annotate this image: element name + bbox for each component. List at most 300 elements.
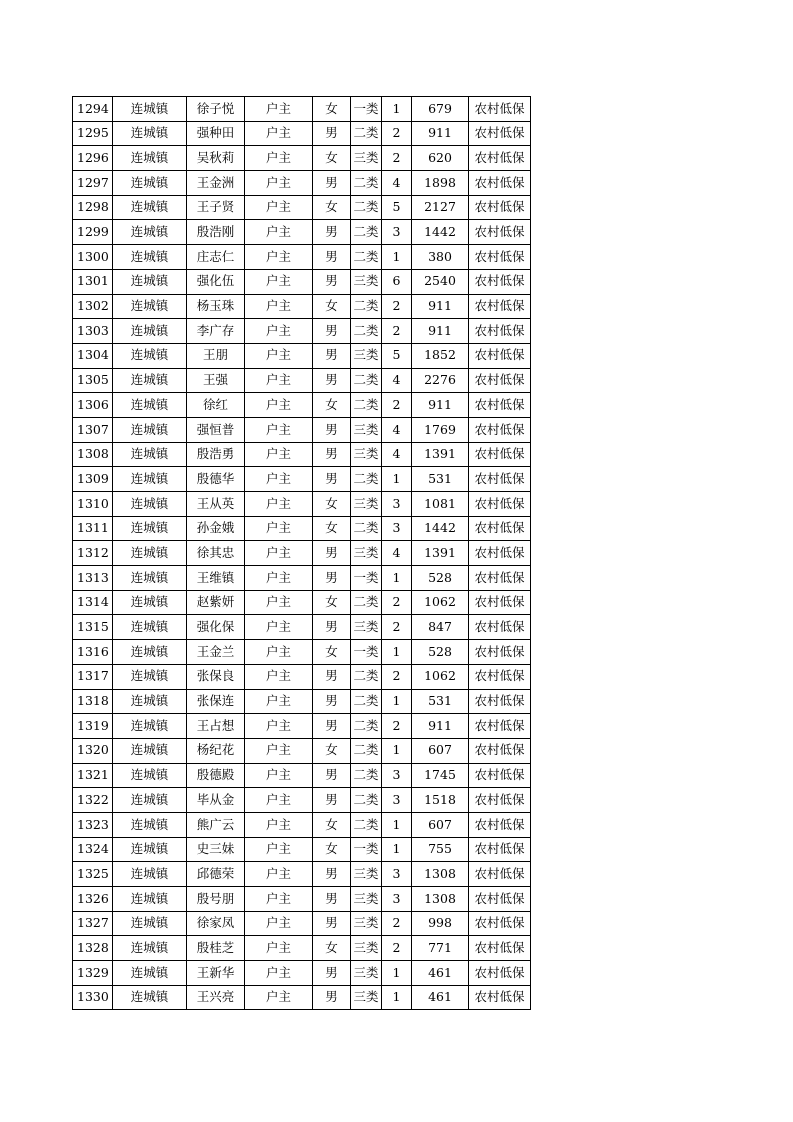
- name-cell: 殷浩刚: [187, 220, 245, 245]
- household-size-cell: 2: [382, 714, 412, 739]
- name-cell: 王金兰: [187, 640, 245, 665]
- town-cell: 连城镇: [113, 714, 187, 739]
- assistance-type-cell: 农村低保: [469, 862, 531, 887]
- table-row: [73, 862, 531, 887]
- gender-cell: 女: [313, 837, 351, 862]
- category-cell: 二类: [351, 689, 382, 714]
- gender-cell: 男: [313, 911, 351, 936]
- category-cell: 二类: [351, 467, 382, 492]
- household-size-cell: 1: [382, 566, 412, 591]
- assistance-type-cell: 农村低保: [469, 985, 531, 1010]
- gender-cell: 女: [313, 492, 351, 517]
- relation-cell: 户主: [245, 97, 313, 122]
- relation-cell: 户主: [245, 220, 313, 245]
- category-cell: 一类: [351, 640, 382, 665]
- name-cell: 王金洲: [187, 171, 245, 196]
- amount-cell: 607: [412, 812, 469, 837]
- record-number-cell: 1311: [73, 516, 113, 541]
- table-body: [73, 97, 531, 1010]
- table-row: [73, 640, 531, 665]
- gender-cell: 男: [313, 269, 351, 294]
- household-size-cell: 2: [382, 936, 412, 961]
- table-row: [73, 788, 531, 813]
- amount-cell: 380: [412, 245, 469, 270]
- assistance-type-cell: 农村低保: [469, 97, 531, 122]
- town-cell: 连城镇: [113, 985, 187, 1010]
- table-row: [73, 837, 531, 862]
- record-number-cell: 1312: [73, 541, 113, 566]
- assistance-type-cell: 农村低保: [469, 911, 531, 936]
- record-number-cell: 1324: [73, 837, 113, 862]
- town-cell: 连城镇: [113, 319, 187, 344]
- gender-cell: 男: [313, 664, 351, 689]
- gender-cell: 男: [313, 220, 351, 245]
- town-cell: 连城镇: [113, 664, 187, 689]
- household-size-cell: 2: [382, 121, 412, 146]
- household-size-cell: 1: [382, 689, 412, 714]
- record-number-cell: 1330: [73, 985, 113, 1010]
- record-number-cell: 1328: [73, 936, 113, 961]
- assistance-type-cell: 农村低保: [469, 294, 531, 319]
- name-cell: 邱德荣: [187, 862, 245, 887]
- record-number-cell: 1314: [73, 590, 113, 615]
- category-cell: 三类: [351, 961, 382, 986]
- town-cell: 连城镇: [113, 887, 187, 912]
- name-cell: 徐红: [187, 393, 245, 418]
- household-size-cell: 1: [382, 837, 412, 862]
- relation-cell: 户主: [245, 269, 313, 294]
- gender-cell: 男: [313, 343, 351, 368]
- amount-cell: 911: [412, 121, 469, 146]
- amount-cell: 620: [412, 146, 469, 171]
- town-cell: 连城镇: [113, 97, 187, 122]
- household-size-cell: 4: [382, 417, 412, 442]
- gender-cell: 女: [313, 294, 351, 319]
- amount-cell: 1062: [412, 590, 469, 615]
- relation-cell: 户主: [245, 343, 313, 368]
- record-number-cell: 1323: [73, 812, 113, 837]
- household-size-cell: 4: [382, 541, 412, 566]
- category-cell: 二类: [351, 714, 382, 739]
- amount-cell: 1745: [412, 763, 469, 788]
- relation-cell: 户主: [245, 417, 313, 442]
- category-cell: 二类: [351, 738, 382, 763]
- relation-cell: 户主: [245, 294, 313, 319]
- amount-cell: 847: [412, 615, 469, 640]
- name-cell: 王朋: [187, 343, 245, 368]
- amount-cell: 911: [412, 714, 469, 739]
- household-size-cell: 4: [382, 171, 412, 196]
- assistance-type-cell: 农村低保: [469, 417, 531, 442]
- assistance-type-cell: 农村低保: [469, 763, 531, 788]
- amount-cell: 1308: [412, 887, 469, 912]
- amount-cell: 2276: [412, 368, 469, 393]
- table-row: [73, 195, 531, 220]
- record-number-cell: 1318: [73, 689, 113, 714]
- table-row: [73, 714, 531, 739]
- table-row: [73, 121, 531, 146]
- category-cell: 三类: [351, 442, 382, 467]
- category-cell: 二类: [351, 294, 382, 319]
- town-cell: 连城镇: [113, 516, 187, 541]
- household-size-cell: 4: [382, 442, 412, 467]
- amount-cell: 911: [412, 319, 469, 344]
- amount-cell: 755: [412, 837, 469, 862]
- gender-cell: 女: [313, 146, 351, 171]
- assistance-type-cell: 农村低保: [469, 393, 531, 418]
- name-cell: 王新华: [187, 961, 245, 986]
- table-row: [73, 368, 531, 393]
- category-cell: 三类: [351, 615, 382, 640]
- assistance-type-cell: 农村低保: [469, 442, 531, 467]
- gender-cell: 男: [313, 417, 351, 442]
- name-cell: 殷桂芝: [187, 936, 245, 961]
- assistance-type-cell: 农村低保: [469, 220, 531, 245]
- town-cell: 连城镇: [113, 541, 187, 566]
- amount-cell: 461: [412, 961, 469, 986]
- table-row: [73, 812, 531, 837]
- amount-cell: 1442: [412, 516, 469, 541]
- category-cell: 二类: [351, 788, 382, 813]
- relation-cell: 户主: [245, 195, 313, 220]
- name-cell: 殷号朋: [187, 887, 245, 912]
- town-cell: 连城镇: [113, 961, 187, 986]
- household-size-cell: 2: [382, 146, 412, 171]
- relief-roster-table: [72, 96, 531, 1010]
- relation-cell: 户主: [245, 442, 313, 467]
- category-cell: 三类: [351, 887, 382, 912]
- gender-cell: 女: [313, 195, 351, 220]
- category-cell: 二类: [351, 368, 382, 393]
- record-number-cell: 1310: [73, 492, 113, 517]
- town-cell: 连城镇: [113, 343, 187, 368]
- table-row: [73, 961, 531, 986]
- relation-cell: 户主: [245, 541, 313, 566]
- name-cell: 史三妹: [187, 837, 245, 862]
- table-row: [73, 442, 531, 467]
- relation-cell: 户主: [245, 911, 313, 936]
- gender-cell: 女: [313, 97, 351, 122]
- gender-cell: 女: [313, 738, 351, 763]
- household-size-cell: 3: [382, 788, 412, 813]
- town-cell: 连城镇: [113, 171, 187, 196]
- amount-cell: 607: [412, 738, 469, 763]
- record-number-cell: 1302: [73, 294, 113, 319]
- gender-cell: 男: [313, 121, 351, 146]
- category-cell: 一类: [351, 97, 382, 122]
- table-row: [73, 417, 531, 442]
- assistance-type-cell: 农村低保: [469, 492, 531, 517]
- household-size-cell: 2: [382, 294, 412, 319]
- category-cell: 二类: [351, 590, 382, 615]
- assistance-type-cell: 农村低保: [469, 615, 531, 640]
- record-number-cell: 1296: [73, 146, 113, 171]
- household-size-cell: 1: [382, 245, 412, 270]
- gender-cell: 男: [313, 961, 351, 986]
- household-size-cell: 5: [382, 195, 412, 220]
- record-number-cell: 1300: [73, 245, 113, 270]
- name-cell: 赵紫妍: [187, 590, 245, 615]
- record-number-cell: 1325: [73, 862, 113, 887]
- town-cell: 连城镇: [113, 936, 187, 961]
- town-cell: 连城镇: [113, 417, 187, 442]
- category-cell: 二类: [351, 812, 382, 837]
- table-row: [73, 343, 531, 368]
- town-cell: 连城镇: [113, 195, 187, 220]
- category-cell: 三类: [351, 911, 382, 936]
- assistance-type-cell: 农村低保: [469, 936, 531, 961]
- gender-cell: 男: [313, 319, 351, 344]
- relation-cell: 户主: [245, 393, 313, 418]
- category-cell: 二类: [351, 220, 382, 245]
- table-row: [73, 763, 531, 788]
- category-cell: 三类: [351, 492, 382, 517]
- household-size-cell: 2: [382, 911, 412, 936]
- name-cell: 强化伍: [187, 269, 245, 294]
- table-row: [73, 492, 531, 517]
- table-row: [73, 294, 531, 319]
- gender-cell: 男: [313, 763, 351, 788]
- assistance-type-cell: 农村低保: [469, 640, 531, 665]
- record-number-cell: 1305: [73, 368, 113, 393]
- gender-cell: 男: [313, 566, 351, 591]
- household-size-cell: 2: [382, 615, 412, 640]
- name-cell: 张保连: [187, 689, 245, 714]
- assistance-type-cell: 农村低保: [469, 516, 531, 541]
- gender-cell: 女: [313, 812, 351, 837]
- category-cell: 一类: [351, 566, 382, 591]
- amount-cell: 1081: [412, 492, 469, 517]
- assistance-type-cell: 农村低保: [469, 566, 531, 591]
- relation-cell: 户主: [245, 812, 313, 837]
- name-cell: 王子贤: [187, 195, 245, 220]
- town-cell: 连城镇: [113, 566, 187, 591]
- town-cell: 连城镇: [113, 812, 187, 837]
- household-size-cell: 1: [382, 985, 412, 1010]
- assistance-type-cell: 农村低保: [469, 837, 531, 862]
- assistance-type-cell: 农村低保: [469, 245, 531, 270]
- record-number-cell: 1326: [73, 887, 113, 912]
- name-cell: 王强: [187, 368, 245, 393]
- gender-cell: 男: [313, 171, 351, 196]
- relation-cell: 户主: [245, 640, 313, 665]
- record-number-cell: 1320: [73, 738, 113, 763]
- name-cell: 熊广云: [187, 812, 245, 837]
- category-cell: 二类: [351, 319, 382, 344]
- household-size-cell: 2: [382, 664, 412, 689]
- relation-cell: 户主: [245, 664, 313, 689]
- name-cell: 徐家凤: [187, 911, 245, 936]
- relation-cell: 户主: [245, 121, 313, 146]
- name-cell: 杨玉珠: [187, 294, 245, 319]
- assistance-type-cell: 农村低保: [469, 714, 531, 739]
- amount-cell: 1391: [412, 442, 469, 467]
- town-cell: 连城镇: [113, 294, 187, 319]
- assistance-type-cell: 农村低保: [469, 121, 531, 146]
- category-cell: 三类: [351, 269, 382, 294]
- gender-cell: 男: [313, 985, 351, 1010]
- relation-cell: 户主: [245, 862, 313, 887]
- town-cell: 连城镇: [113, 640, 187, 665]
- gender-cell: 男: [313, 442, 351, 467]
- record-number-cell: 1313: [73, 566, 113, 591]
- name-cell: 殷浩勇: [187, 442, 245, 467]
- household-size-cell: 3: [382, 887, 412, 912]
- gender-cell: 男: [313, 615, 351, 640]
- town-cell: 连城镇: [113, 146, 187, 171]
- amount-cell: 461: [412, 985, 469, 1010]
- gender-cell: 男: [313, 689, 351, 714]
- relation-cell: 户主: [245, 689, 313, 714]
- relation-cell: 户主: [245, 319, 313, 344]
- name-cell: 强化保: [187, 615, 245, 640]
- record-number-cell: 1298: [73, 195, 113, 220]
- household-size-cell: 1: [382, 812, 412, 837]
- household-size-cell: 1: [382, 738, 412, 763]
- household-size-cell: 4: [382, 368, 412, 393]
- assistance-type-cell: 农村低保: [469, 812, 531, 837]
- name-cell: 王占想: [187, 714, 245, 739]
- amount-cell: 528: [412, 640, 469, 665]
- gender-cell: 男: [313, 862, 351, 887]
- relation-cell: 户主: [245, 146, 313, 171]
- relation-cell: 户主: [245, 590, 313, 615]
- amount-cell: 1391: [412, 541, 469, 566]
- assistance-type-cell: 农村低保: [469, 541, 531, 566]
- relation-cell: 户主: [245, 837, 313, 862]
- relation-cell: 户主: [245, 492, 313, 517]
- assistance-type-cell: 农村低保: [469, 590, 531, 615]
- category-cell: 二类: [351, 121, 382, 146]
- record-number-cell: 1316: [73, 640, 113, 665]
- town-cell: 连城镇: [113, 689, 187, 714]
- table-row: [73, 541, 531, 566]
- name-cell: 殷德华: [187, 467, 245, 492]
- record-number-cell: 1297: [73, 171, 113, 196]
- relation-cell: 户主: [245, 788, 313, 813]
- name-cell: 王维镇: [187, 566, 245, 591]
- category-cell: 三类: [351, 343, 382, 368]
- household-size-cell: 3: [382, 220, 412, 245]
- gender-cell: 女: [313, 516, 351, 541]
- table-row: [73, 97, 531, 122]
- table-row: [73, 936, 531, 961]
- amount-cell: 2540: [412, 269, 469, 294]
- town-cell: 连城镇: [113, 911, 187, 936]
- household-size-cell: 1: [382, 97, 412, 122]
- amount-cell: 1308: [412, 862, 469, 887]
- amount-cell: 1062: [412, 664, 469, 689]
- assistance-type-cell: 农村低保: [469, 961, 531, 986]
- amount-cell: 1852: [412, 343, 469, 368]
- table-row: [73, 985, 531, 1010]
- amount-cell: 531: [412, 689, 469, 714]
- household-size-cell: 2: [382, 590, 412, 615]
- assistance-type-cell: 农村低保: [469, 343, 531, 368]
- name-cell: 毕从金: [187, 788, 245, 813]
- household-size-cell: 6: [382, 269, 412, 294]
- table-row: [73, 245, 531, 270]
- relation-cell: 户主: [245, 615, 313, 640]
- name-cell: 王从英: [187, 492, 245, 517]
- household-size-cell: 3: [382, 492, 412, 517]
- record-number-cell: 1317: [73, 664, 113, 689]
- town-cell: 连城镇: [113, 615, 187, 640]
- relation-cell: 户主: [245, 738, 313, 763]
- record-number-cell: 1327: [73, 911, 113, 936]
- name-cell: 张保良: [187, 664, 245, 689]
- name-cell: 李广存: [187, 319, 245, 344]
- town-cell: 连城镇: [113, 788, 187, 813]
- town-cell: 连城镇: [113, 590, 187, 615]
- assistance-type-cell: 农村低保: [469, 689, 531, 714]
- table-row: [73, 146, 531, 171]
- relation-cell: 户主: [245, 368, 313, 393]
- table-row: [73, 738, 531, 763]
- relation-cell: 户主: [245, 516, 313, 541]
- gender-cell: 男: [313, 714, 351, 739]
- amount-cell: 528: [412, 566, 469, 591]
- table-row: [73, 566, 531, 591]
- record-number-cell: 1301: [73, 269, 113, 294]
- gender-cell: 女: [313, 640, 351, 665]
- name-cell: 徐子悦: [187, 97, 245, 122]
- household-size-cell: 2: [382, 319, 412, 344]
- town-cell: 连城镇: [113, 245, 187, 270]
- record-number-cell: 1307: [73, 417, 113, 442]
- town-cell: 连城镇: [113, 837, 187, 862]
- record-number-cell: 1303: [73, 319, 113, 344]
- assistance-type-cell: 农村低保: [469, 738, 531, 763]
- record-number-cell: 1319: [73, 714, 113, 739]
- record-number-cell: 1329: [73, 961, 113, 986]
- assistance-type-cell: 农村低保: [469, 195, 531, 220]
- category-cell: 三类: [351, 862, 382, 887]
- amount-cell: 771: [412, 936, 469, 961]
- category-cell: 三类: [351, 146, 382, 171]
- name-cell: 庄志仁: [187, 245, 245, 270]
- town-cell: 连城镇: [113, 442, 187, 467]
- category-cell: 二类: [351, 245, 382, 270]
- record-number-cell: 1322: [73, 788, 113, 813]
- household-size-cell: 1: [382, 961, 412, 986]
- category-cell: 三类: [351, 541, 382, 566]
- assistance-type-cell: 农村低保: [469, 146, 531, 171]
- record-number-cell: 1309: [73, 467, 113, 492]
- relation-cell: 户主: [245, 961, 313, 986]
- household-size-cell: 1: [382, 640, 412, 665]
- name-cell: 强恒普: [187, 417, 245, 442]
- relation-cell: 户主: [245, 887, 313, 912]
- assistance-type-cell: 农村低保: [469, 887, 531, 912]
- town-cell: 连城镇: [113, 393, 187, 418]
- town-cell: 连城镇: [113, 862, 187, 887]
- category-cell: 一类: [351, 837, 382, 862]
- name-cell: 吴秋莉: [187, 146, 245, 171]
- amount-cell: 911: [412, 393, 469, 418]
- table-row: [73, 590, 531, 615]
- name-cell: 孙金娥: [187, 516, 245, 541]
- town-cell: 连城镇: [113, 269, 187, 294]
- category-cell: 二类: [351, 664, 382, 689]
- gender-cell: 男: [313, 887, 351, 912]
- category-cell: 三类: [351, 936, 382, 961]
- relation-cell: 户主: [245, 566, 313, 591]
- record-number-cell: 1304: [73, 343, 113, 368]
- name-cell: 殷德殿: [187, 763, 245, 788]
- relation-cell: 户主: [245, 714, 313, 739]
- assistance-type-cell: 农村低保: [469, 664, 531, 689]
